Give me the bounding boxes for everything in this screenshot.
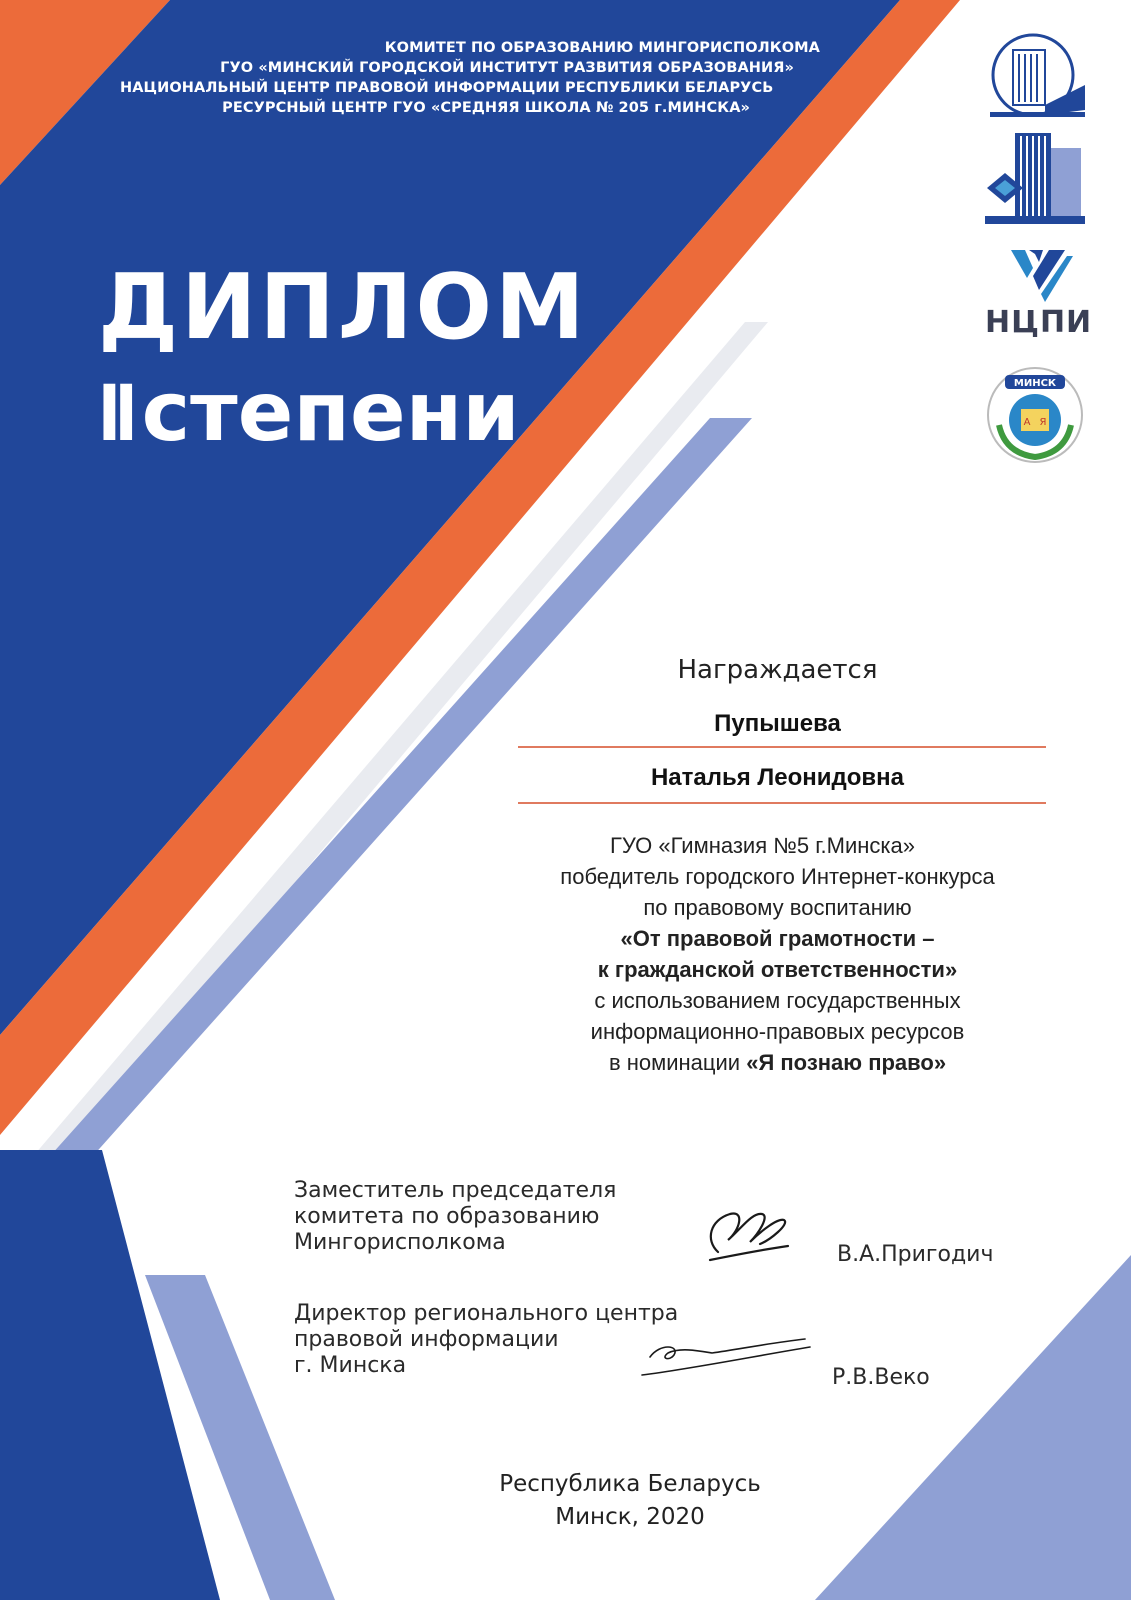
- institute-logo: [985, 30, 1090, 120]
- ncpi-logo-mark: [1003, 250, 1073, 302]
- signer-1-position: [294, 1178, 616, 1256]
- light-blue-corner-right: [815, 1255, 1131, 1600]
- signer-2-name: Р.В.Веко: [832, 1365, 930, 1390]
- award-intro: Награждается: [677, 655, 878, 685]
- nomination-prefix: в номинации: [608, 1050, 741, 1075]
- award-line: с использованием государственных: [594, 988, 961, 1013]
- ncpi-logo-text: НЦПИ: [985, 305, 1093, 340]
- position-line: Мингорисполкома: [294, 1230, 506, 1255]
- footer-country: Республика Беларусь: [499, 1471, 761, 1497]
- emblem-letter-ya: Я: [1039, 417, 1047, 428]
- diploma-title: ДИПЛОМ: [98, 255, 588, 360]
- signature-1-image: [700, 1200, 795, 1275]
- nomination-name: «Я познаю право»: [746, 1050, 947, 1075]
- header-organizations: [120, 38, 820, 118]
- recipient-surname: Пупышева: [714, 710, 841, 737]
- degree-numeral: II: [98, 367, 132, 458]
- position-line: Директор регионального центра: [294, 1301, 679, 1326]
- signature-2-image: [640, 1335, 815, 1385]
- header-line: НАЦИОНАЛЬНЫЙ ЦЕНТР ПРАВОВОЙ ИНФОРМАЦИИ РЕСПУБЛИКИ БЕЛАРУСЬ: [120, 80, 774, 96]
- school-emblem: [985, 365, 1085, 465]
- degree-word: степени: [141, 365, 520, 460]
- emblem-text: МИНСК: [1013, 378, 1057, 389]
- signer-1-name: В.А.Пригодич: [837, 1242, 994, 1267]
- award-line: информационно-правовых ресурсов: [590, 1019, 965, 1044]
- header-line: РЕСУРСНЫЙ ЦЕНТР ГУО «СРЕДНЯЯ ШКОЛА № 205 г.МИНСКА»: [222, 100, 750, 116]
- minsk-institute-logo: [985, 128, 1085, 228]
- school-line: ГУО «Гимназия №5 г.Минска»: [610, 833, 915, 858]
- underline-surname: [518, 746, 1046, 748]
- header-line: КОМИТЕТ ПО ОБРАЗОВАНИЮ МИНГОРИСПОЛКОМА: [384, 40, 820, 56]
- position-line: г. Минска: [294, 1353, 407, 1378]
- position-line: комитета по образованию: [294, 1204, 600, 1229]
- header-line: ГУО «МИНСКИЙ ГОРОДСКОЙ ИНСТИТУТ РАЗВИТИЯ ОБРАЗОВАНИЯ»: [220, 60, 794, 76]
- position-line: Заместитель председателя: [294, 1178, 617, 1203]
- signer-2-position: [294, 1301, 678, 1379]
- contest-title-line: к гражданской ответственности»: [597, 957, 958, 982]
- contest-title-line: «От правовой грамотности –: [620, 926, 935, 951]
- nomination-line: [505, 1047, 1050, 1078]
- award-description: [505, 830, 1050, 1078]
- award-line: победитель городского Интернет-конкурса: [560, 864, 995, 889]
- diploma-degree: [98, 365, 520, 461]
- emblem-letter-a: А: [1023, 417, 1031, 428]
- underline-name: [518, 802, 1046, 804]
- position-line: правовой информации: [294, 1327, 559, 1352]
- award-line: по правовому воспитанию: [643, 895, 912, 920]
- footer: [370, 1468, 890, 1534]
- recipient-name: Наталья Леонидовна: [650, 764, 905, 791]
- footer-city-year: Минск, 2020: [555, 1504, 705, 1530]
